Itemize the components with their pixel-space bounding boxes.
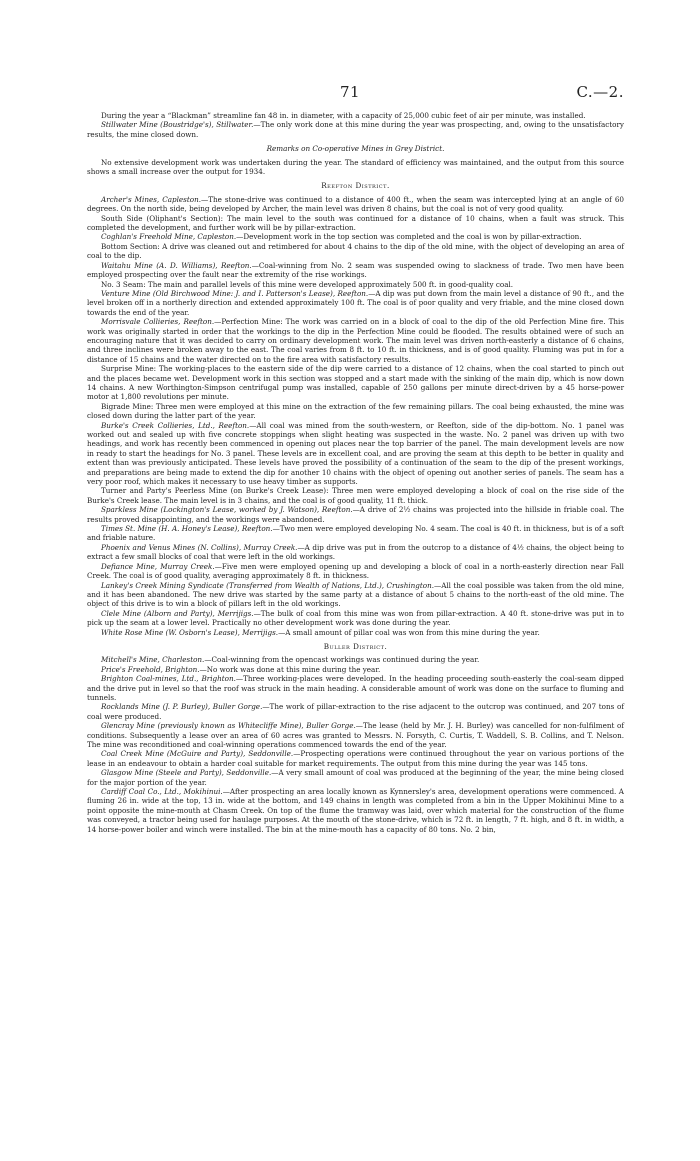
paragraph — [87, 721, 624, 749]
paragraph — [87, 787, 624, 834]
paragraph — [87, 581, 624, 609]
paragraph-text: —A dip drive was put in from the outcrop to a distance of 4½ chains, the object being to extract a few small blocks of coal that were left in the old workings. — [87, 542, 624, 562]
paragraph — [87, 655, 624, 664]
mine-name: Clele Mine (Alborn and Party), Merrijigs. — [101, 608, 254, 618]
paragraph — [87, 702, 624, 721]
mine-name: Times St. Mine (H. A. Honey's Lease), Reefton. — [101, 524, 273, 534]
paragraph — [87, 665, 624, 674]
document-reference: C.—2. — [576, 83, 624, 101]
mine-name: Coghlan's Freehold Mine, Capleston. — [101, 232, 237, 242]
paragraph-text: —Prospecting operations were continued throughout the year on various portions of the lease in an endeavour to obtain a harder coal suitable for market requirements. The output from this mine during the year was 145 tons. — [87, 749, 624, 768]
paragraph — [87, 562, 624, 581]
paragraph — [87, 505, 624, 524]
mine-name: Waitahu Mine (A. D. Williams), Reefton. — [101, 260, 252, 270]
mine-name: Phoenix and Venus Mines (N. Collins), Murray Creek. — [101, 542, 298, 552]
paragraph-text: —The only work done at this mine during the year was prospecting, and, owing to the unsatisfactory results, the mine closed down. — [87, 120, 624, 139]
mine-name: Lankey's Creek Mining Syndicate (Transferred from Wealth of Nations, Ltd.), Crushington. — [101, 580, 434, 590]
paragraph-text: South Side (Oliphant's Section): The main level to the south was continued for a distance of 10 chains, when a fault was struck. This completed the development, and further work will be by pillar-extraction. — [87, 213, 624, 233]
mine-name: Rocklands Mine (J. P. Burley), Buller Gorge. — [101, 702, 263, 712]
paragraph — [87, 749, 624, 768]
paragraph-text: —All the coal possible was taken from the old mine, and it has been abandoned. The new drive was started by the same party at a distance of about 5 chains to the north-east of the old mine. The object of this drive is to win a block of pillars left in the old workings. — [87, 580, 624, 609]
mine-name: White Rose Mine (W. Osborn's Lease), Merrijigs. — [101, 627, 279, 637]
paragraph — [87, 120, 624, 139]
page-number: 71 — [340, 83, 361, 101]
paragraph — [87, 628, 624, 637]
paragraph-text: —Perfection Mine: The work was carried on in a block of coal to the dip of the old Perfection Mine fire. This work was originally started in order that the workings to the dip in the Perfection Mine could be flooded. The results obtained were of such an encouraging nature that it was decided to carry on ordinary development work. The main level was driven north-easterly a distance of 6 chains, and three inclines were broken away to the east. The coal varies from 8 ft. to 10 ft. in thickness, and is of good quality. Fluming was put in for a distance of 15 chains and the water directed on to the fire area with satisfactory results. — [87, 317, 624, 364]
document-page — [87, 83, 624, 834]
paragraph-text: —The stone-drive was continued to a distance of 400 ft., when the seam was intercepted lying at an angle of 60 degrees. On the north side, being developed by Archer, the main level was driven 8 chains, but the coal is not of very good quality. — [87, 194, 624, 214]
section-buller — [87, 655, 624, 834]
paragraph-text: —A small amount of pillar coal was won from this mine during the year. — [278, 627, 540, 637]
mine-name: Stillwater Mine (Boustridge's), Stillwater. — [101, 120, 254, 130]
paragraph — [87, 674, 624, 702]
mine-name: Defiance Mine, Murray Creek. — [101, 561, 215, 571]
paragraph-text: —Three working-places were developed. In the heading proceeding south-easterly the coal-seam dipped and the drive put in level so that the roof was struck in the main heading. A considerable amount of work was done on the surface to fluming and tunnels. — [87, 674, 624, 702]
paragraph-text: No. 3 Seam: The main and parallel levels of this mine were developed approximately 500 ft. in good-quality coal. — [101, 279, 514, 289]
paragraph — [87, 280, 624, 289]
paragraph-text: —Two men were employed developing No. 4 seam. The coal is 40 ft. in thickness, but is of a soft and friable nature. — [87, 524, 624, 543]
section-reefton — [87, 195, 624, 637]
paragraph-text: —The work of pillar-extraction to the rise adjacent to the outcrop was continued, and 207 tons of coal were produced. — [87, 702, 624, 721]
paragraph-text: —Coal-winning from the opencast workings was continued during the year. — [204, 655, 480, 665]
paragraph-text: Surprise Mine: The working-places to the eastern side of the dip were carried to a distance of 12 chains, when the coal started to pinch out and the places became wet. Development work in this section was stopped and a start made with the sinking of the main dip, which is now down 14 chains. A new Worthington-Simpson centrifugal pump was installed, capable of 250 gallons per minute direct-driven by a 45 horse-power motor at 1,800 revolutions per minute. — [87, 364, 624, 402]
heading-cooperative: Remarks on Co-operative Mines in Grey District. — [266, 144, 445, 154]
paragraph-text: Turner and Party's Peerless Mine (on Burke's Creek Lease): Three men were employed developing a block of coal on the rise side of the Burke's Creek lease. The main level is in 3 chains, and the coal is of good quality, 11 ft. thick. — [87, 486, 624, 505]
mine-name: Coal Creek Mine (McGuire and Party), Seddonville. — [101, 749, 294, 759]
paragraph-text: —A drive of 2½ chains was projected into the hillside in friable coal. The results proved disappointing, and the workings were abandoned. — [87, 505, 624, 524]
paragraph — [87, 486, 624, 505]
paragraph-text: Bigrade Mine: Three men were employed at this mine on the extraction of the few remaining pillars. The coal being exhausted, the mine was closed down during the latter part of the year. — [87, 401, 624, 421]
mine-name: Cardiff Coal Co., Ltd., Mokihinui. — [101, 787, 223, 797]
mine-name: Brighton Coal-mines, Ltd., Brighton. — [101, 674, 236, 684]
paragraph-text: During the year a “Blackman” streamline fan 48 in. in diameter, with a capacity of 25,000 cubic feet of air per minute, was installed. — [101, 111, 586, 120]
document-body — [87, 111, 624, 834]
page-header — [87, 83, 624, 105]
mine-name: Morrisvale Collieries, Reefton. — [101, 317, 215, 327]
mine-name: Price's Freehold, Brighton. — [101, 664, 200, 674]
paragraph-text: —Coal-winning from No. 2 seam was suspended owing to slackness of trade. Two men have been employed prospecting over the fault near the extremity of the rise workings. — [87, 260, 624, 280]
paragraph-text: —Development work in the top section was completed and the coal is won by pillar-extraction. — [236, 232, 582, 242]
paragraph — [87, 242, 624, 261]
paragraph-text: —The lease (held by Mr. J. H. Burley) was cancelled for non-fulfilment of conditions. Subsequently a lease over an area of 60 acres was granted to Messrs. N. Forsyth, C. Curtis, T. Waddell, S. B. Collins, and T. Nelson. The mine was reconditioned and coal-winning operations commenced towards the end of the year. — [87, 721, 624, 749]
paragraph — [87, 524, 624, 543]
heading-reefton-district: Reefton District. — [321, 181, 390, 191]
paragraph — [87, 232, 624, 241]
paragraph — [87, 364, 624, 402]
paragraph-text: —A very small amount of coal was produced at the beginning of the year, the mine being closed for the major portion of the year. — [87, 768, 624, 787]
heading-buller-district: Buller District. — [323, 641, 388, 651]
mine-name: Glencray Mine (previously known as Whitecliffe Mine), Buller Gorge. — [101, 721, 356, 731]
paragraph-text: —No work was done at this mine during the year. — [199, 664, 381, 674]
mine-name: Venture Mine (Old Birchwood Mine: J. and I. Patterson's Lease), Reefton. — [101, 288, 369, 298]
paragraph — [87, 195, 624, 214]
mine-name: Sparkless Mine (Lockington's Lease, worked by J. Watson), Reefton. — [101, 505, 353, 515]
paragraph — [87, 609, 624, 628]
paragraph-text: —A dip was put down from the main level a distance of 90 ft., and the level broken off in a northerly direction and extended approximately 100 ft. The coal is of poor quality and very friable, and the mine closed down towards the end of the year. — [87, 288, 624, 317]
paragraph — [87, 289, 624, 317]
mine-name: Glasgow Mine (Steele and Party), Seddonville. — [101, 768, 272, 778]
paragraph-text: —All coal was mined from the south-western, or Reefton, side of the dip-bottom. No. 1 panel was worked out and sealed up with five concrete stoppings when slight heating was suspected in the waste. No. 2 panel was driven up with two headings, and work has recently been commenced in opening out places near the top barrier of the panel. The main development levels are now in ready to start the headings for No. 3 panel. These levels are in excellent coal, and are proving the seam at this depth to be better in quality and extent than was previously anticipated. These levels have proved the possibility of a continuation of the seam to the dip of the present workings, and preparations are being made to extend the dip for another 10 chains with the object of opening out another series of panels. The seam has a very poor roof, which makes it necessary to use heavy timber as supports. — [87, 420, 624, 487]
paragraph — [87, 214, 624, 233]
paragraph — [87, 402, 624, 421]
mine-name: Burke's Creek Collieries, Ltd., Reefton. — [101, 420, 250, 430]
mine-name: Mitchell's Mine, Charleston. — [101, 655, 205, 665]
paragraph-text: Bottom Section: A drive was cleaned out and retimbered for about 4 chains to the dip of the old mine, with the object of developing an area of coal to the dip. — [87, 241, 624, 261]
paragraph — [87, 768, 624, 787]
paragraph-text: —The bulk of coal from this mine was won from pillar-extraction. A 40 ft. stone-drive was put in to pick up the seam at a lower level. Practically no other development work was done during the year. — [87, 608, 624, 628]
paragraph — [87, 543, 624, 562]
mine-name: Archer's Mines, Capleston. — [101, 194, 201, 204]
paragraph — [87, 317, 624, 364]
paragraph-text: —After prospecting an area locally known as Kynnersley's area, development operations were commenced. A fluming 26 in. wide at the top, 13 in. wide at the bottom, and 149 chains in length was completed from a bin in the Upper Mokihinui Mine to a point opposite the mine-mouth at Chasm Creek. On top of the flume the tramway was laid, over which material for the construction of the flume was conveyed, a tractor being used for haulage purposes. At the mouth of the stone-drive, which is 72 ft. in length, 7 ft. high, and 8 ft. in width, a 14 horse-power boiler and winch were installed. The bin at the mine-mouth has a capacity of 80 tons. No. 2 bin, — [87, 787, 624, 834]
paragraph-text: —Five men were employed opening up and developing a block of coal in a north-easterly direction near Fall Creek. The coal is of good quality, averaging approximately 8 ft. in thickness. — [87, 561, 624, 581]
section-top — [87, 111, 624, 139]
paragraph — [87, 421, 624, 487]
paragraph-cooperative: No extensive development work was undertaken during the year. The standard of efficiency was maintained, and the output from this source shows a small increase over the output for 1934. — [87, 157, 624, 177]
paragraph — [87, 111, 624, 120]
paragraph — [87, 261, 624, 280]
